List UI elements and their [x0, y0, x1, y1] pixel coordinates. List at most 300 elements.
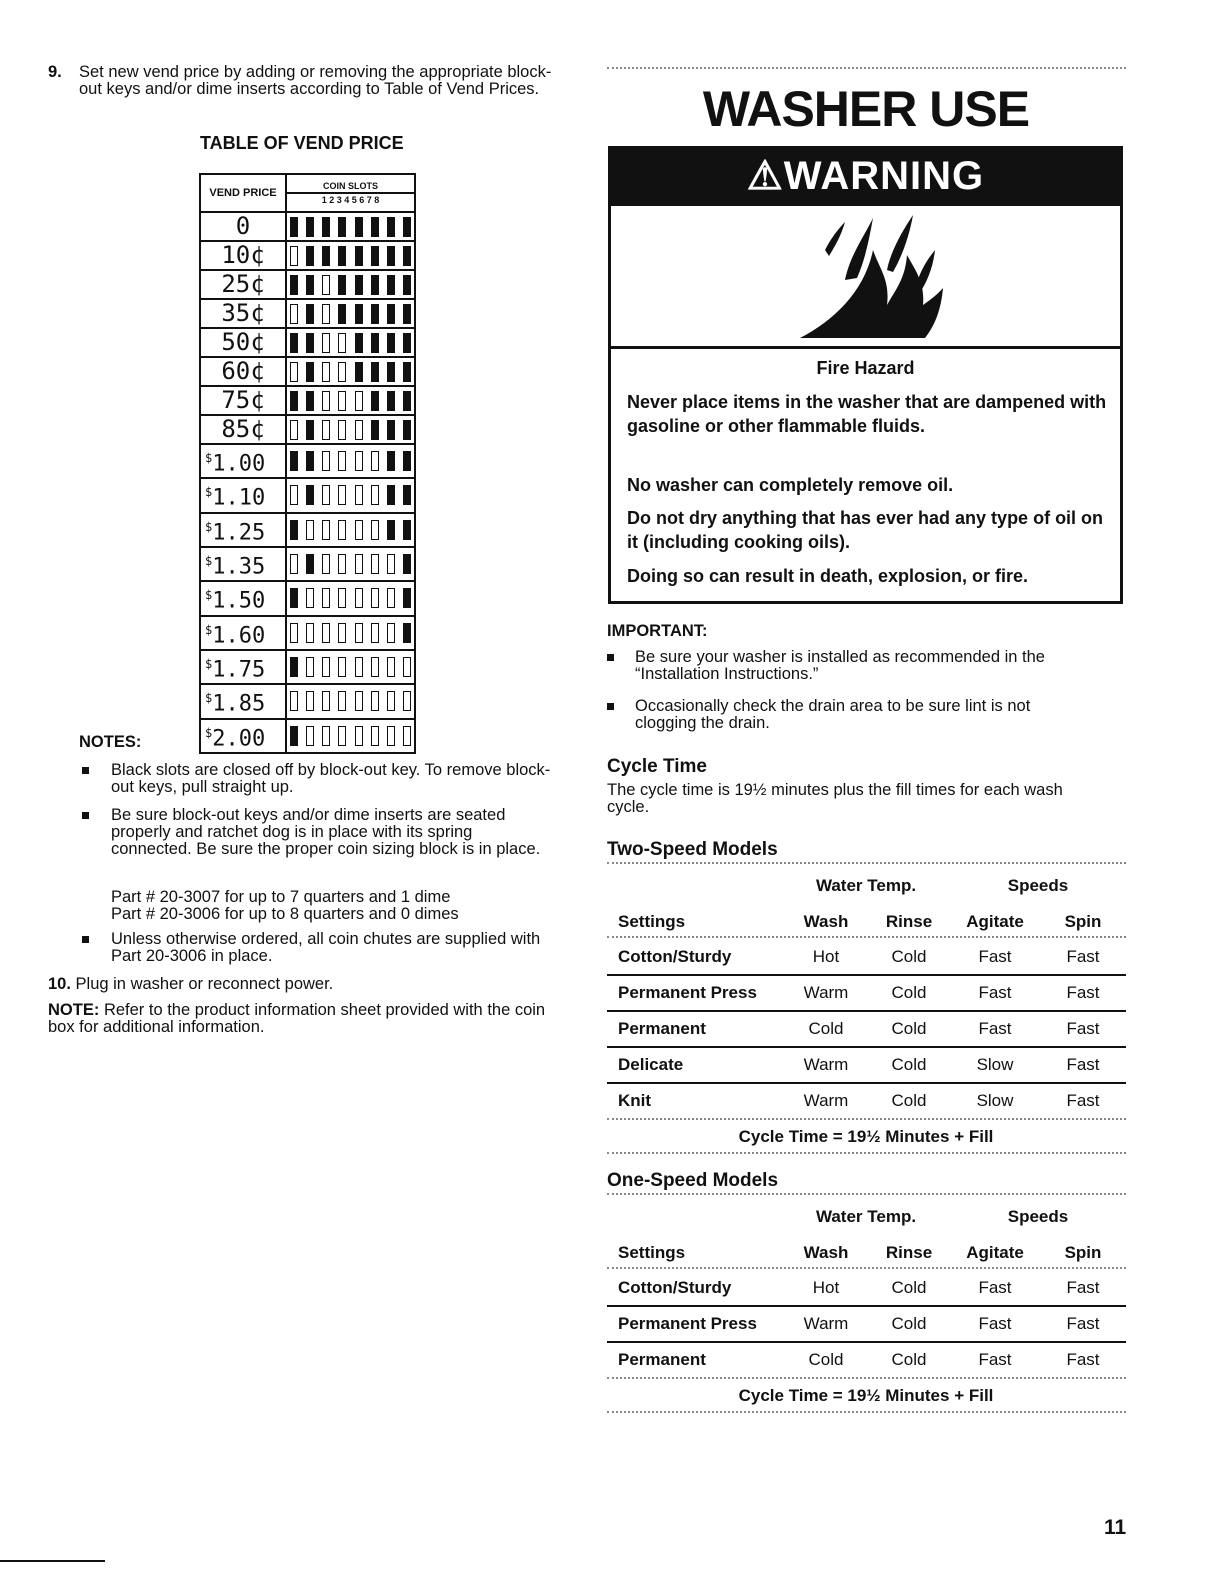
- fire-icon: [795, 210, 955, 340]
- coin-slots: [287, 551, 414, 578]
- open-slot: [355, 485, 363, 505]
- blocked-slot: [403, 554, 411, 574]
- dollar-sign: $: [205, 622, 213, 637]
- blocked-slot: [387, 485, 395, 505]
- open-slot: [355, 391, 363, 411]
- vend-price-value: 2.00: [212, 725, 266, 751]
- vend-price: [200, 299, 286, 328]
- blocked-slot: [338, 246, 346, 266]
- vend-price: [200, 650, 286, 684]
- blocked-slot: [387, 217, 395, 237]
- blocked-slot: [290, 520, 298, 540]
- vend-row: [200, 386, 415, 415]
- vend-row: [200, 270, 415, 299]
- vend-price-value: 85¢: [221, 415, 265, 443]
- open-slot: [371, 623, 379, 643]
- bullet-icon: [82, 812, 89, 819]
- open-slot: [338, 451, 346, 471]
- blocked-slot: [355, 246, 363, 266]
- blocked-slot: [371, 217, 379, 237]
- open-slot: [322, 588, 330, 608]
- open-slot: [387, 657, 395, 677]
- open-slot: [387, 691, 395, 711]
- table-cell: Cold: [808, 1350, 844, 1369]
- column-header: Rinse: [885, 1243, 933, 1262]
- column-header: Agitate: [966, 1243, 1024, 1262]
- open-slot: [306, 520, 314, 540]
- vend-price-header: VEND PRICE: [200, 174, 286, 212]
- open-slot: [290, 554, 298, 574]
- open-slot: [355, 691, 363, 711]
- blocked-slot: [306, 391, 314, 411]
- coin-slots: [287, 688, 414, 715]
- vend-price: [200, 513, 286, 547]
- vend-row: [200, 513, 415, 547]
- blocked-slot: [355, 362, 363, 382]
- vend-price-value: 50¢: [221, 328, 265, 356]
- warning-text: Do not dry anything that has ever had any type of oil on it (including cooking oils).: [627, 508, 1104, 552]
- setting-name: Permanent Press: [618, 983, 757, 1002]
- table-cell: Cold: [891, 1055, 927, 1074]
- open-slot: [338, 657, 346, 677]
- settings-header: Settings: [618, 1243, 686, 1262]
- blocked-slot: [403, 420, 411, 440]
- table-cell: Cold: [891, 1091, 927, 1110]
- table-cell: Slow: [976, 1091, 1014, 1110]
- blocked-slot: [290, 333, 298, 353]
- vend-price-value: 1.85: [212, 691, 266, 717]
- divider: [607, 1267, 1126, 1269]
- vend-row: [200, 241, 415, 270]
- blocked-slot: [290, 217, 298, 237]
- vend-row: [200, 212, 415, 241]
- open-slot: [322, 362, 330, 382]
- note-text: Be sure block-out keys and/or dime inserts are seated properly and ratchet dog is in place with its spring connected. Be sure the proper coin sizing block is in place.: [111, 806, 541, 858]
- setting-name: Delicate: [618, 1055, 684, 1074]
- coin-slots-header: COIN SLOTS: [287, 180, 414, 194]
- step-number: 9.: [48, 63, 62, 81]
- blocked-slot: [387, 362, 395, 382]
- dollar-sign: $: [205, 691, 213, 706]
- coin-slots: [287, 300, 414, 327]
- column-header: Spin: [1064, 1243, 1102, 1262]
- blocked-slot: [387, 246, 395, 266]
- open-slot: [371, 554, 379, 574]
- note-label: NOTE:: [48, 1001, 100, 1019]
- note-paragraph: [48, 1002, 563, 1036]
- table-cell: Fast: [978, 1019, 1012, 1038]
- vend-price-value: 1.10: [212, 485, 266, 511]
- blocked-slot: [290, 588, 298, 608]
- bullet-icon: [82, 936, 89, 943]
- table-cell: Warm: [803, 983, 849, 1002]
- open-slot: [371, 520, 379, 540]
- two-speed-heading: Two-Speed Models: [607, 839, 778, 860]
- divider: [607, 67, 1126, 69]
- blocked-slot: [403, 304, 411, 324]
- vend-price: [200, 547, 286, 581]
- open-slot: [371, 691, 379, 711]
- open-slot: [371, 726, 379, 746]
- vend-price-value: 1.25: [212, 519, 266, 545]
- coin-slots: [287, 387, 414, 414]
- vend-price-value: 1.35: [212, 554, 266, 580]
- hazard-title: Fire Hazard: [816, 358, 915, 378]
- open-slot: [338, 420, 346, 440]
- setting-name: Permanent: [618, 1350, 706, 1369]
- one-speed-heading: One-Speed Models: [607, 1170, 779, 1191]
- coin-slots: [287, 358, 414, 385]
- blocked-slot: [306, 246, 314, 266]
- vend-row: [200, 444, 415, 478]
- row-divider: [607, 1010, 1126, 1012]
- blocked-slot: [387, 333, 395, 353]
- column-header: Wash: [803, 1243, 849, 1262]
- warning-text: No washer can completely remove oil.: [627, 475, 954, 495]
- dollar-sign: $: [205, 485, 213, 500]
- open-slot: [322, 275, 330, 295]
- vend-price-value: 35¢: [221, 299, 265, 327]
- column-header: Spin: [1064, 912, 1102, 931]
- open-slot: [355, 554, 363, 574]
- open-slot: [322, 451, 330, 471]
- setting-name: Permanent: [618, 1019, 706, 1038]
- table-cell: Fast: [1066, 1314, 1100, 1333]
- open-slot: [290, 304, 298, 324]
- column-header: Agitate: [966, 912, 1024, 931]
- open-slot: [322, 520, 330, 540]
- warning-triangle-icon: ⚠: [746, 154, 784, 198]
- speeds-header: Speeds: [1007, 876, 1069, 895]
- vend-row: [200, 415, 415, 444]
- page-title: WASHER USE: [702, 81, 1030, 137]
- open-slot: [355, 657, 363, 677]
- blocked-slot: [338, 217, 346, 237]
- open-slot: [403, 726, 411, 746]
- blocked-slot: [403, 217, 411, 237]
- dollar-sign: $: [205, 451, 213, 465]
- open-slot: [355, 588, 363, 608]
- warning-text: Doing so can result in death, explosion, or fire.: [627, 566, 1029, 586]
- vend-table-title: TABLE OF VEND PRICE: [200, 133, 404, 153]
- cycle-time-text: The cycle time is 19½ minutes plus the fill times for each wash cycle.: [607, 781, 1063, 816]
- vend-price: [200, 478, 286, 512]
- open-slot: [371, 588, 379, 608]
- open-slot: [355, 726, 363, 746]
- blocked-slot: [403, 275, 411, 295]
- blocked-slot: [290, 275, 298, 295]
- vend-price-value: 10¢: [221, 241, 265, 269]
- blocked-slot: [306, 554, 314, 574]
- divider: [607, 1193, 1126, 1195]
- open-slot: [290, 691, 298, 711]
- row-divider: [607, 1082, 1126, 1084]
- blocked-slot: [322, 246, 330, 266]
- blocked-slot: [371, 420, 379, 440]
- blocked-slot: [403, 246, 411, 266]
- note-text: Unless otherwise ordered, all coin chutes are supplied with Part 20-3006 in place.: [111, 930, 541, 965]
- settings-header: Settings: [618, 912, 686, 931]
- cycle-time-footer: Cycle Time = 19½ Minutes + Fill: [738, 1127, 994, 1146]
- vend-row: [200, 357, 415, 386]
- coin-slots: [287, 482, 414, 509]
- open-slot: [338, 333, 346, 353]
- vend-price: [200, 616, 286, 650]
- table-cell: Fast: [978, 947, 1012, 966]
- vend-price-value: 75¢: [221, 386, 265, 414]
- vend-price: [200, 328, 286, 357]
- table-cell: Fast: [1066, 983, 1100, 1002]
- open-slot: [322, 726, 330, 746]
- vend-row: [200, 616, 415, 650]
- open-slot: [355, 520, 363, 540]
- open-slot: [290, 362, 298, 382]
- warning-text: Never place items in the washer that are dampened with gasoline or other flammable fluids.: [627, 392, 1107, 436]
- speeds-header: Speeds: [1007, 1207, 1069, 1226]
- table-cell: Cold: [891, 1350, 927, 1369]
- open-slot: [371, 657, 379, 677]
- open-slot: [306, 623, 314, 643]
- setting-name: Cotton/Sturdy: [618, 947, 732, 966]
- vend-price: [200, 581, 286, 615]
- blocked-slot: [290, 391, 298, 411]
- blocked-slot: [306, 451, 314, 471]
- table-cell: Cold: [891, 1314, 927, 1333]
- open-slot: [371, 485, 379, 505]
- vend-row: [200, 547, 415, 581]
- vend-price: [200, 444, 286, 478]
- open-slot: [338, 554, 346, 574]
- blocked-slot: [371, 275, 379, 295]
- open-slot: [338, 588, 346, 608]
- divider: [607, 862, 1126, 864]
- vend-price: [200, 357, 286, 386]
- table-cell: Fast: [1066, 1019, 1100, 1038]
- blocked-slot: [403, 391, 411, 411]
- blocked-slot: [387, 304, 395, 324]
- open-slot: [306, 657, 314, 677]
- blocked-slot: [306, 485, 314, 505]
- open-slot: [322, 657, 330, 677]
- blocked-slot: [355, 333, 363, 353]
- vend-price-value: 25¢: [221, 270, 265, 298]
- blocked-slot: [306, 304, 314, 324]
- coin-slots: [287, 416, 414, 443]
- coin-slots: [287, 516, 414, 543]
- coin-slots: [287, 722, 414, 749]
- open-slot: [322, 304, 330, 324]
- blocked-slot: [306, 275, 314, 295]
- table-cell: Warm: [803, 1091, 849, 1110]
- open-slot: [387, 726, 395, 746]
- blocked-slot: [403, 333, 411, 353]
- open-slot: [338, 726, 346, 746]
- vend-row: [200, 328, 415, 357]
- open-slot: [355, 420, 363, 440]
- vend-row: [200, 650, 415, 684]
- step-10: [48, 976, 558, 993]
- open-slot: [355, 623, 363, 643]
- open-slot: [387, 554, 395, 574]
- page-number: 11: [1104, 1516, 1127, 1539]
- blocked-slot: [306, 362, 314, 382]
- notes-label: NOTES:: [79, 733, 142, 751]
- setting-name: Knit: [618, 1091, 652, 1110]
- vend-price: [200, 212, 286, 241]
- blocked-slot: [371, 246, 379, 266]
- blocked-slot: [290, 657, 298, 677]
- warning-label: WARNING: [783, 154, 985, 198]
- open-slot: [322, 333, 330, 353]
- coin-slots: [287, 213, 414, 240]
- row-divider: [607, 974, 1126, 976]
- table-cell: Slow: [976, 1055, 1014, 1074]
- table-cell: Hot: [812, 947, 840, 966]
- table-cell: Fast: [978, 983, 1012, 1002]
- open-slot: [387, 588, 395, 608]
- table-cell: Cold: [891, 1019, 927, 1038]
- step-9: [48, 64, 558, 124]
- blocked-slot: [355, 275, 363, 295]
- blocked-slot: [338, 304, 346, 324]
- coin-slots: [287, 619, 414, 646]
- vend-table-header: [200, 174, 415, 212]
- table-cell: Cold: [891, 947, 927, 966]
- dollar-sign: $: [205, 553, 213, 568]
- open-slot: [322, 485, 330, 505]
- open-slot: [403, 657, 411, 677]
- table-cell: Cold: [891, 983, 927, 1002]
- dollar-sign: $: [205, 519, 213, 534]
- coin-slots: [287, 329, 414, 356]
- water-temp-header: Water Temp.: [815, 1207, 917, 1226]
- blocked-slot: [403, 623, 411, 643]
- table-cell: Fast: [1066, 1278, 1100, 1297]
- open-slot: [338, 691, 346, 711]
- blocked-slot: [306, 333, 314, 353]
- divider: [607, 1411, 1126, 1413]
- step-text: Plug in washer or reconnect power.: [75, 975, 334, 993]
- row-divider: [607, 1341, 1126, 1343]
- open-slot: [338, 485, 346, 505]
- vend-price: [200, 684, 286, 718]
- column-header: Wash: [803, 912, 849, 931]
- slot-numbers: 1 2 3 4 5 6 7 8: [321, 195, 380, 205]
- table-cell: Fast: [1066, 1055, 1100, 1074]
- vend-row: [200, 581, 415, 615]
- table-cell: Fast: [1066, 947, 1100, 966]
- blocked-slot: [403, 362, 411, 382]
- row-divider: [607, 1046, 1126, 1048]
- step-number: 10.: [48, 975, 71, 993]
- open-slot: [371, 451, 379, 471]
- dollar-sign: $: [205, 656, 213, 671]
- table-cell: Warm: [803, 1055, 849, 1074]
- divider: [607, 936, 1126, 938]
- table-cell: Fast: [1066, 1350, 1100, 1369]
- coin-slots: [287, 585, 414, 612]
- open-slot: [403, 691, 411, 711]
- important-text: Be sure your washer is installed as recommended in the “Installation Instructions.”: [635, 648, 1045, 683]
- open-slot: [290, 485, 298, 505]
- open-slot: [355, 451, 363, 471]
- blocked-slot: [387, 275, 395, 295]
- row-divider: [607, 1118, 1126, 1120]
- setting-name: Permanent Press: [618, 1314, 757, 1333]
- open-slot: [306, 726, 314, 746]
- open-slot: [338, 623, 346, 643]
- blocked-slot: [306, 217, 314, 237]
- open-slot: [338, 391, 346, 411]
- vend-price: [200, 241, 286, 270]
- divider: [607, 1152, 1126, 1154]
- blocked-slot: [371, 391, 379, 411]
- vend-price: [200, 386, 286, 415]
- blocked-slot: [403, 520, 411, 540]
- vend-price-table: [199, 173, 416, 754]
- vend-price-value: 1.50: [212, 588, 266, 614]
- bullet-icon: [607, 703, 614, 710]
- open-slot: [322, 420, 330, 440]
- open-slot: [290, 246, 298, 266]
- row-divider: [607, 1305, 1126, 1307]
- open-slot: [322, 623, 330, 643]
- note-text: Refer to the product information sheet provided with the coin box for additional information.: [48, 1001, 546, 1036]
- row-divider: [607, 1377, 1126, 1379]
- blocked-slot: [338, 275, 346, 295]
- coin-slots: [287, 271, 414, 298]
- blocked-slot: [355, 217, 363, 237]
- table-cell: Fast: [978, 1278, 1012, 1297]
- open-slot: [306, 691, 314, 711]
- table-cell: Fast: [978, 1314, 1012, 1333]
- vend-price-value: 1.00: [212, 451, 266, 477]
- table-cell: Warm: [803, 1314, 849, 1333]
- coin-slots: [287, 448, 414, 475]
- blocked-slot: [387, 520, 395, 540]
- blocked-slot: [387, 420, 395, 440]
- warning-divider: [608, 346, 1123, 349]
- blocked-slot: [290, 451, 298, 471]
- bullet-icon: [82, 767, 89, 774]
- important-text: Occasionally check the drain area to be sure lint is not clogging the drain.: [635, 697, 1031, 732]
- open-slot: [338, 362, 346, 382]
- footer-line: [0, 1560, 105, 1562]
- bullet-icon: [607, 654, 614, 661]
- important-label: IMPORTANT:: [607, 622, 708, 640]
- table-cell: Cold: [891, 1278, 927, 1297]
- blocked-slot: [306, 420, 314, 440]
- blocked-slot: [403, 588, 411, 608]
- part-line: Part # 20-3007 for up to 7 quarters and 1 dime: [111, 888, 451, 906]
- open-slot: [322, 391, 330, 411]
- vend-price: [200, 719, 286, 753]
- table-cell: Fast: [1066, 1091, 1100, 1110]
- open-slot: [322, 691, 330, 711]
- cycle-time-heading: Cycle Time: [607, 756, 707, 777]
- vend-price: [200, 270, 286, 299]
- vend-price: [200, 415, 286, 444]
- vend-row: [200, 478, 415, 512]
- blocked-slot: [403, 451, 411, 471]
- coin-slots: [287, 242, 414, 269]
- blocked-slot: [387, 391, 395, 411]
- blocked-slot: [371, 304, 379, 324]
- vend-row: [200, 719, 415, 753]
- warning-banner: [608, 146, 1123, 206]
- open-slot: [290, 420, 298, 440]
- table-cell: Hot: [812, 1278, 840, 1297]
